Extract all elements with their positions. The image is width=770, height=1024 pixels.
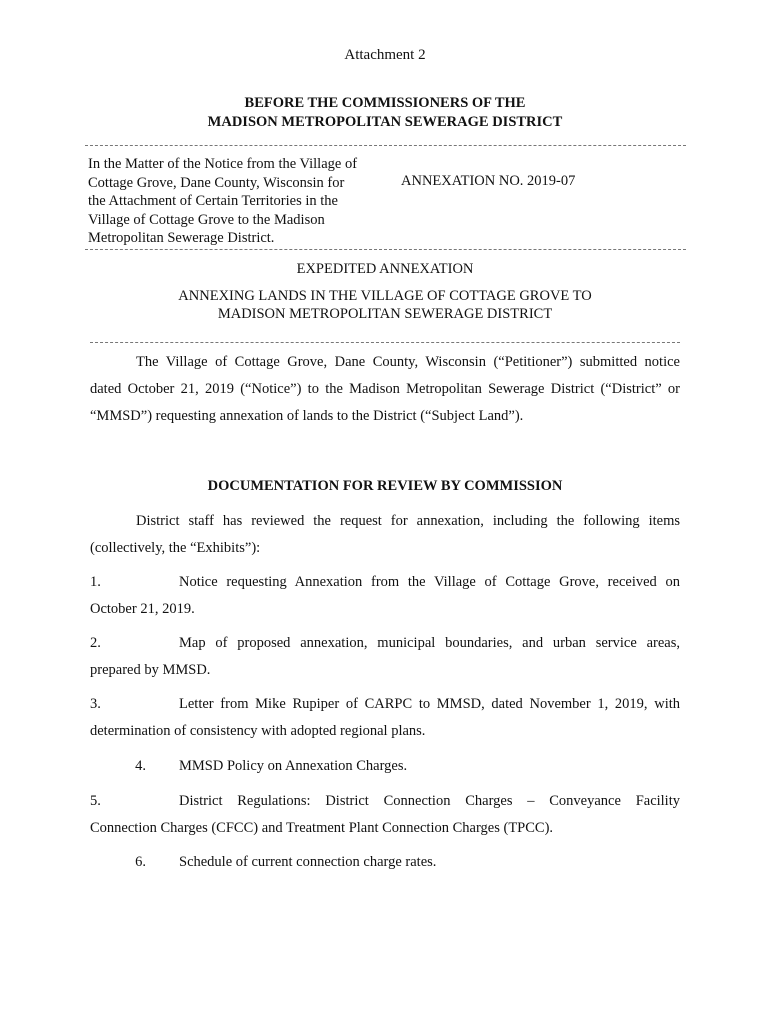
documentation-lead — [90, 508, 680, 562]
item-text: MMSD Policy on Annexation Charges. — [179, 758, 408, 774]
lead-line-1: District staff has reviewed the request for annexation, including the following items — [136, 513, 680, 529]
matter-caption — [88, 155, 388, 248]
item-text: District Regulations: District Connection Charges – Conveyance Facility — [179, 793, 680, 809]
item-text: Map of proposed annexation, municipal boundaries, and urban service areas, — [179, 635, 680, 651]
item-text-continued: October 21, 2019. — [90, 601, 195, 617]
matter-line: In the Matter of the Notice from the Village of — [88, 156, 358, 172]
attachment-label: Attachment 2 — [344, 47, 426, 63]
exhibit-item-4 — [90, 753, 680, 780]
intro-line-2: dated October 21, 2019 (“Notice”) to the Madison Metropolitan Sewerage District (“District” or — [90, 381, 680, 397]
divider-top — [85, 145, 686, 146]
annexation-number: ANNEXATION NO. 2019-07 — [401, 173, 576, 189]
item-text-continued: prepared by MMSD. — [90, 662, 211, 678]
documentation-heading: DOCUMENTATION FOR REVIEW BY COMMISSION — [207, 478, 563, 494]
title-line-1: BEFORE THE COMMISSIONERS OF THE — [244, 95, 526, 111]
item-text: Letter from Mike Rupiper of CARPC to MMSD, dated November 1, 2019, with — [179, 696, 680, 712]
subheading-line-1: ANNEXING LANDS IN THE VILLAGE OF COTTAGE GROVE TO — [178, 288, 592, 304]
item-number: 3. — [90, 696, 101, 712]
subheading-line-2: MADISON METROPOLITAN SEWERAGE DISTRICT — [217, 306, 553, 322]
intro-line-1: The Village of Cottage Grove, Dane County, Wisconsin (“Petitioner”) submitted notice — [136, 354, 680, 370]
item-text-continued: determination of consistency with adopted regional plans. — [90, 723, 426, 739]
expedited-annexation-label: EXPEDITED ANNEXATION — [296, 261, 474, 277]
divider-middle — [85, 249, 686, 250]
intro-line-3: “MMSD”) requesting annexation of lands to the District (“Subject Land”). — [90, 408, 524, 424]
matter-line: the Attachment of Certain Territories in the — [88, 193, 338, 209]
item-number: 1. — [90, 574, 101, 590]
title-line-2: MADISON METROPOLITAN SEWERAGE DISTRICT — [207, 114, 563, 130]
exhibit-item-6 — [90, 849, 680, 876]
exhibit-item-3 — [90, 691, 680, 745]
divider-lower — [90, 342, 680, 343]
matter-line: Metropolitan Sewerage District. — [88, 230, 275, 246]
exhibit-item-2 — [90, 630, 680, 684]
item-number: 6. — [135, 854, 146, 870]
item-number: 5. — [90, 793, 101, 809]
item-number: 4. — [135, 758, 146, 774]
exhibit-item-5 — [90, 788, 680, 842]
intro-paragraph — [90, 349, 680, 430]
exhibit-item-1 — [90, 569, 680, 623]
item-text: Schedule of current connection charge rates. — [179, 854, 437, 870]
item-text: Notice requesting Annexation from the Village of Cottage Grove, received on — [179, 574, 680, 590]
lead-line-2: (collectively, the “Exhibits”): — [90, 540, 261, 556]
item-number: 2. — [90, 635, 101, 651]
item-text-continued: Connection Charges (CFCC) and Treatment Plant Connection Charges (TPCC). — [90, 820, 554, 836]
matter-line: Cottage Grove, Dane County, Wisconsin for — [88, 174, 345, 191]
matter-line: Village of Cottage Grove to the Madison — [88, 211, 325, 228]
